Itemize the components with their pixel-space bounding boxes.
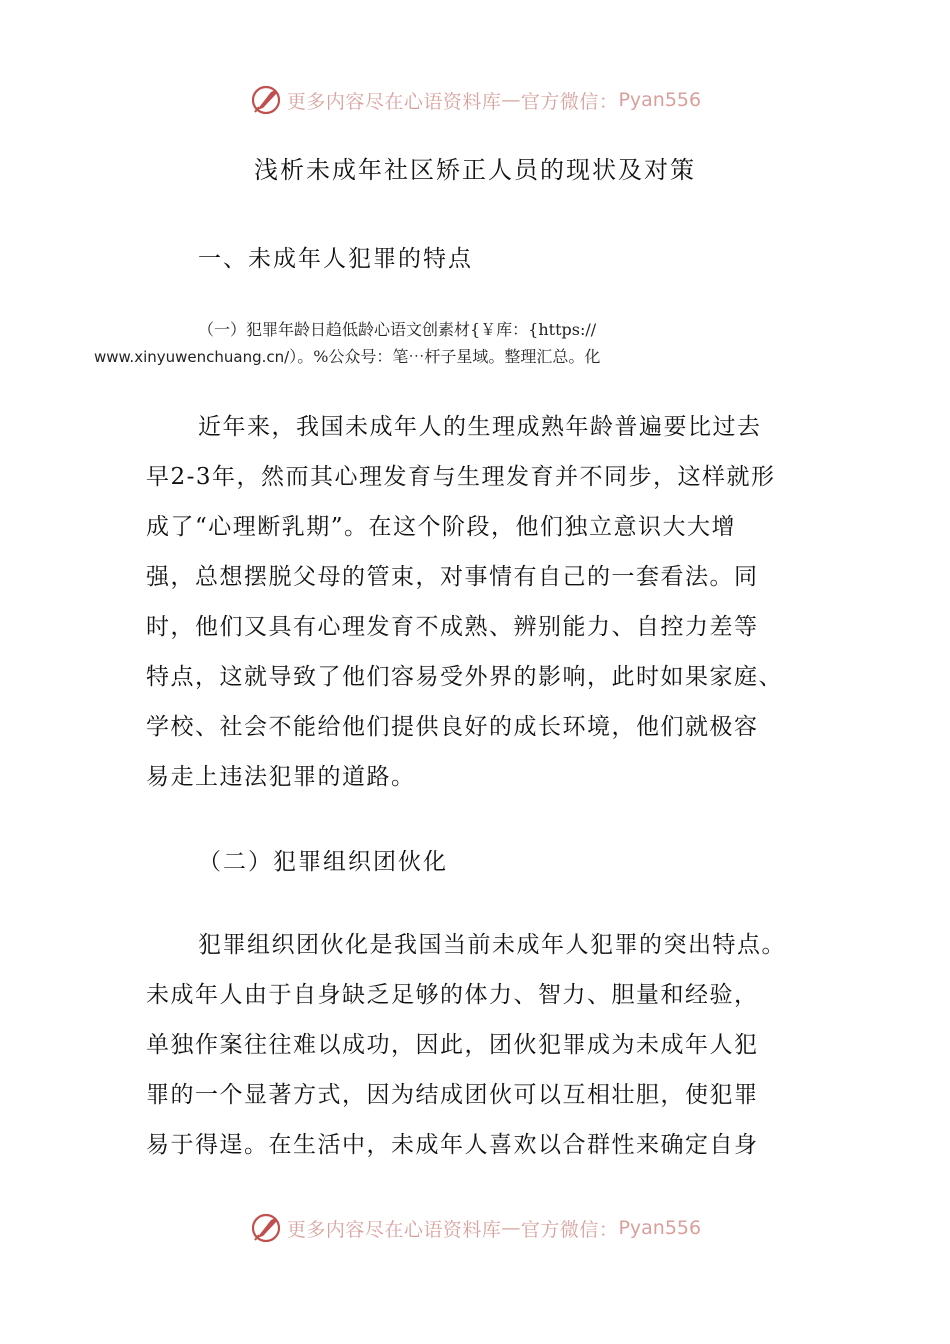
banner-wechat-id: Pyan556 (618, 1217, 702, 1239)
paragraph-2 (146, 920, 816, 1170)
paragraph-line: 单独作案往往难以成功，因此，团伙犯罪成为未成年人犯 (146, 1032, 759, 1058)
subsection-heading-1-suffix: ）。%公众号：笔⋯杆子星域。整理汇总。化 (289, 347, 601, 366)
paragraph-line: 易走上违法犯罪的道路。 (146, 764, 416, 790)
banner-main-text: 更多内容尽在心语资料库 (286, 1218, 502, 1241)
quill-logo-icon (249, 83, 283, 117)
quill-logo-icon (249, 1211, 283, 1245)
paragraph-line: 学校、社会不能给他们提供良好的成长环境，他们就极容 (146, 714, 759, 740)
subsection-heading-2: （二）犯罪组织团伙化 (198, 849, 448, 875)
paragraph-line: 犯罪组织团伙化是我国当前未成年人犯罪的突出特点。 (198, 932, 786, 958)
footer-banner (0, 1208, 950, 1248)
subsection-heading-1 (94, 316, 786, 371)
paragraph-line: 近年来，我国未成年人的生理成熟年龄普遍要比过去 (198, 414, 762, 440)
paragraph-line: 易于得逞。在生活中，未成年人喜欢以合群性来确定自身 (146, 1132, 759, 1158)
section-heading-1: 一、未成年人犯罪的特点 (198, 246, 473, 272)
banner-official-label: 官方微信： (520, 1218, 619, 1241)
subsection-heading-1-prefix: （一）犯罪年龄日趋低龄心语文创素材{￥库：{https:// (198, 320, 597, 339)
banner-official-label: 官方微信： (520, 90, 619, 113)
banner-main-text: 更多内容尽在心语资料库 (286, 90, 502, 113)
paragraph-line: 强，总想摆脱父母的管束，对事情有自己的一套看法。同 (146, 564, 759, 590)
banner-separator: — (501, 89, 521, 111)
paragraph-line: 时，他们又具有心理发育不成熟、辨别能力、自控力差等 (146, 614, 759, 640)
banner-separator: — (501, 1217, 521, 1239)
banner-wechat-id: Pyan556 (618, 89, 702, 111)
paragraph-line: 特点，这就导致了他们容易受外界的影响，此时如果家庭、 (146, 664, 783, 690)
paragraph-line: 未成年人由于自身缺乏足够的体力、智力、胆量和经验， (146, 982, 759, 1008)
header-banner (0, 80, 950, 120)
document-title: 浅析未成年社区矫正人员的现状及对策 (254, 156, 696, 184)
paragraph-line: 罪的一个显著方式，因为结成团伙可以互相壮胆，使犯罪 (146, 1082, 759, 1108)
paragraph-1 (146, 402, 816, 802)
subsection-heading-1-url: www.xinyuwenchuang.cn/ (94, 348, 290, 366)
paragraph-line: 成了“心理断乳期”。在这个阶段，他们独立意识大大增 (146, 514, 737, 540)
paragraph-line: 早2-3年，然而其心理发育与生理发育并不同步，这样就形 (146, 464, 776, 490)
